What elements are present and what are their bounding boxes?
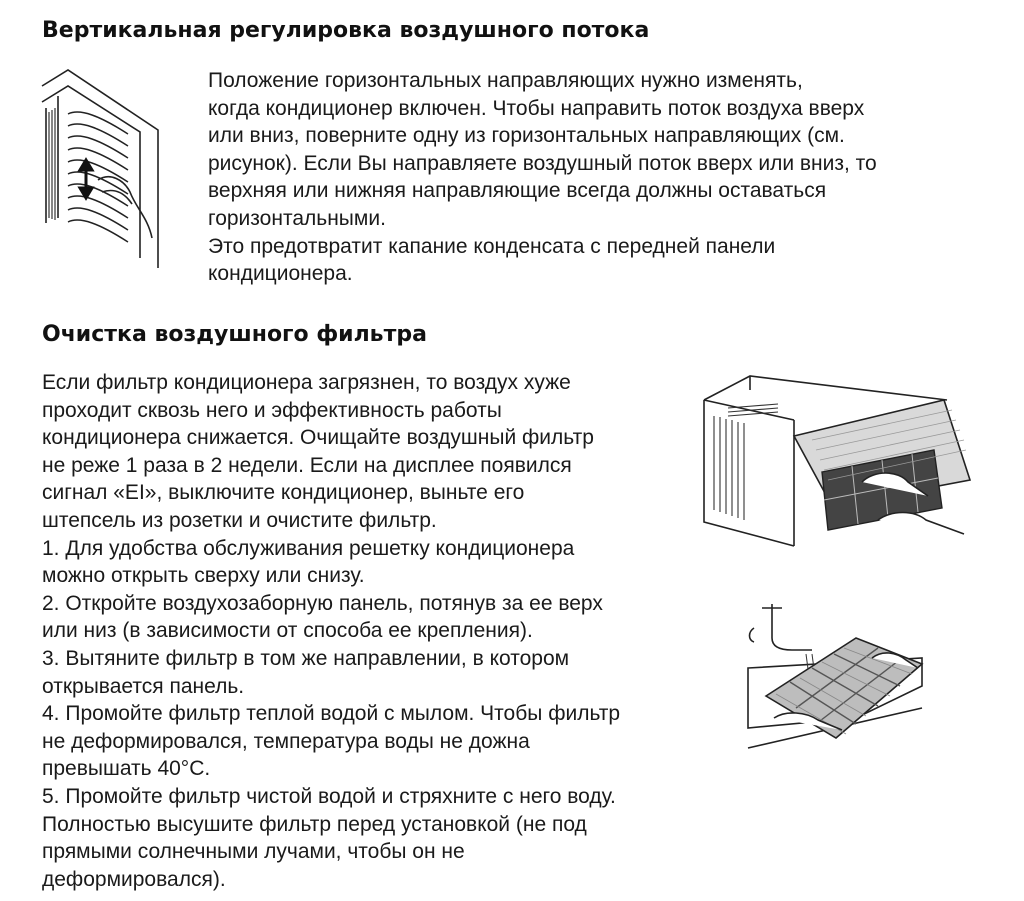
step-line: Полностью высушите фильтр перед установкой (не под	[42, 812, 587, 836]
text-line: рисунок). Если Вы направляете воздушный поток вверх или вниз, то	[208, 151, 877, 175]
louver-adjust-illustration	[40, 68, 160, 270]
text-line: верхняя или нижняя направляющие всегда должны оставаться	[208, 179, 827, 203]
text-line: не реже 1 раза в 2 недели. Если на дисплее появился	[42, 453, 572, 477]
step-line: 1. Для удобства обслуживания решетку кондиционера	[42, 536, 575, 560]
filter-washing-illustration	[746, 598, 928, 758]
text-line: когда кондиционер включен. Чтобы направить поток воздуха вверх	[208, 96, 865, 120]
text-line: кондиционера.	[208, 262, 353, 286]
step-line: 5. Промойте фильтр чистой водой и стряхните с него воду.	[42, 784, 616, 808]
section-title-airflow: Вертикальная регулировка воздушного потока	[42, 18, 650, 43]
text-line: кондиционера снижается. Очищайте воздушный фильтр	[42, 426, 594, 450]
text-line: Если фильтр кондиционера загрязнен, то воздух хуже	[42, 371, 571, 394]
step-line: не деформировался, температура воды не дожна	[42, 729, 530, 753]
filter-paragraph	[42, 369, 620, 893]
step-line: деформировался).	[42, 867, 226, 891]
step-line: открывается панель.	[42, 674, 245, 698]
section-title-filter: Очистка воздушного фильтра	[42, 322, 427, 347]
text-line: Положение горизонтальных направляющих нужно изменять,	[208, 69, 803, 92]
step-line: можно открыть сверху или снизу.	[42, 564, 365, 588]
step-line: или низ (в зависимости от способа ее крепления).	[42, 619, 533, 643]
step-line: 2. Откройте воздухозаборную панель, потянув за ее верх	[42, 591, 603, 615]
text-line: проходит сквозь него и эффективность работы	[42, 398, 502, 422]
airflow-paragraph	[208, 67, 877, 288]
text-line: штепсель из розетки и очистите фильтр.	[42, 508, 437, 532]
step-line: превышать 40°C.	[42, 757, 211, 781]
text-line: горизонтальными.	[208, 206, 386, 230]
text-line: или вниз, поверните одну из горизонтальных направляющих (см.	[208, 124, 845, 148]
text-line: сигнал «EI», выключите кондиционер, выньте его	[42, 481, 525, 505]
step-line: 3. Вытяните фильтр в том же направлении, в котором	[42, 646, 570, 670]
text-line: Это предотвратит капание конденсата с передней панели	[208, 234, 776, 258]
step-line: 4. Промойте фильтр теплой водой с мылом. Чтобы фильтр	[42, 702, 621, 726]
step-line: прямыми солнечными лучами, чтобы он не	[42, 840, 465, 864]
filter-removal-illustration	[702, 370, 974, 550]
